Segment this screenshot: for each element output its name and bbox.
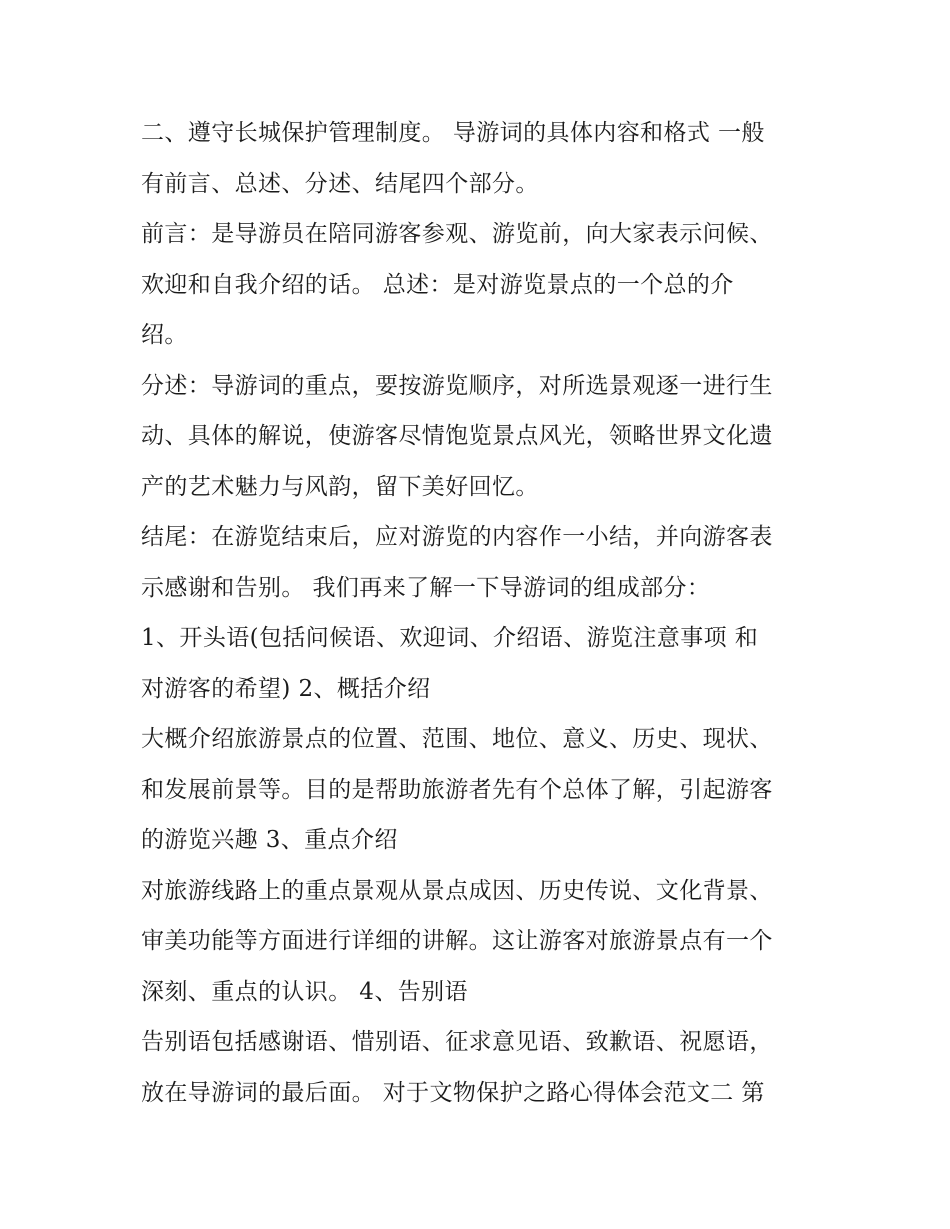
text-line-11: 1、开头语(包括问候语、欢迎词、介绍语、游览注意事项 和 [141,625,759,651]
text-line-9: 结尾：在游览结束后，应对游览的内容作一小结，并向游客表 [141,524,773,550]
text-line-17: 审美功能等方面进行详细的讲解。这让游客对旅游景点有一个 [141,928,773,954]
text-line-12: 对游客的希望) 2、概括介绍 [141,675,431,702]
text-line-19: 告别语包括感谢语、惜别语、征求意见语、致歉语、祝愿语， [141,1029,773,1055]
text-line-5: 绍。 [141,322,188,348]
text-line-16: 对旅游线路上的重点景观从景点成因、历史传说、文化背景、 [141,877,773,904]
text-line-13: 大概介绍旅游景点的位置、范围、地位、意义、历史、现状、 [141,726,773,752]
text-line-4: 欢迎和自我介绍的话。 总述：是对游览景点的一个总的介 [141,271,734,298]
text-line-20: 放在导游词的最后面。 对于文物保护之路心得体会范文二 第 [141,1079,765,1106]
text-line-18: 深刻、重点的认识。 4、告别语 [141,978,468,1005]
text-line-8: 产的艺术魅力与风韵，留下美好回忆。 [141,473,539,500]
text-line-7: 动、具体的解说，使游客尽情饱览景点风光，领略世界文化遗 [141,423,773,449]
text-line-1: 二、遵守长城保护管理制度。 导游词的具体内容和格式 一般 [141,120,765,146]
text-line-14: 和发展前景等。目的是帮助旅游者先有个总体了解，引起游客 [141,776,773,803]
text-line-15: 的游览兴趣 3、重点介绍 [141,827,398,853]
body-text [141,108,821,1118]
text-line-2: 有前言、总述、分述、结尾四个部分。 [141,170,539,197]
text-line-3: 前言：是导游员在陪同游客参观、游览前，向大家表示问候、 [141,221,773,247]
text-line-10: 示感谢和告别。 我们再来了解一下导游词的组成部分： [141,574,711,601]
text-line-6: 分述：导游词的重点，要按游览顺序，对所选景观逐一进行生 [141,372,773,399]
